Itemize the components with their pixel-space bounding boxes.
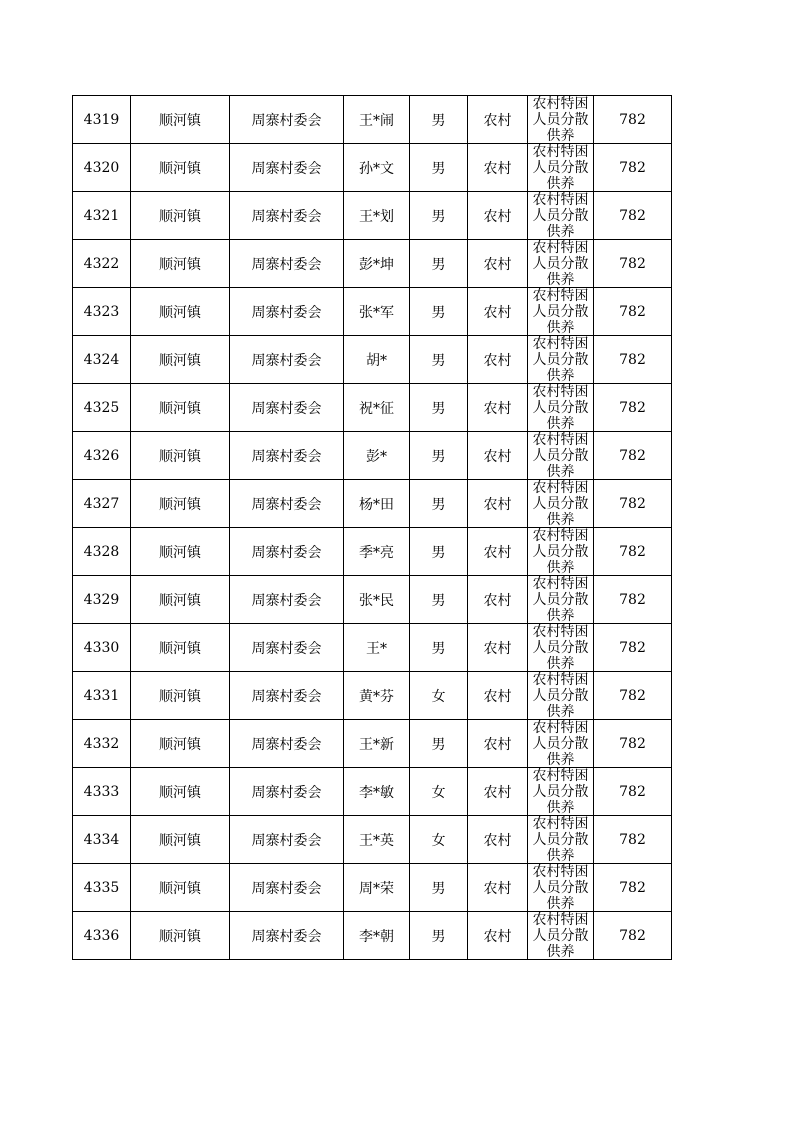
table-row [73, 432, 672, 480]
cell-town: 顺河镇 [131, 816, 230, 864]
cell-gender: 男 [410, 240, 468, 288]
support-category-text: 农村特困人员分散供养 [532, 288, 589, 334]
cell-record-number: 4324 [73, 336, 131, 384]
support-category-text: 农村特困人员分散供养 [532, 624, 589, 670]
cell-support-category [528, 96, 594, 144]
cell-village-committee: 周寨村委会 [230, 672, 344, 720]
cell-person-name: 王* [344, 624, 410, 672]
cell-village-committee: 周寨村委会 [230, 288, 344, 336]
table-row [73, 720, 672, 768]
cell-gender: 男 [410, 336, 468, 384]
cell-record-number: 4336 [73, 912, 131, 960]
cell-support-category [528, 864, 594, 912]
cell-village-committee: 周寨村委会 [230, 384, 344, 432]
cell-gender: 女 [410, 768, 468, 816]
cell-record-number: 4333 [73, 768, 131, 816]
cell-area-type: 农村 [468, 192, 528, 240]
cell-area-type: 农村 [468, 576, 528, 624]
cell-amount: 782 [594, 672, 672, 720]
cell-village-committee: 周寨村委会 [230, 912, 344, 960]
cell-amount: 782 [594, 576, 672, 624]
cell-amount: 782 [594, 912, 672, 960]
cell-town: 顺河镇 [131, 576, 230, 624]
table-row [73, 816, 672, 864]
cell-area-type: 农村 [468, 384, 528, 432]
support-category-text: 农村特困人员分散供养 [532, 336, 589, 382]
cell-record-number: 4330 [73, 624, 131, 672]
cell-record-number: 4325 [73, 384, 131, 432]
cell-gender: 男 [410, 480, 468, 528]
cell-village-committee: 周寨村委会 [230, 192, 344, 240]
cell-support-category [528, 576, 594, 624]
cell-support-category [528, 192, 594, 240]
cell-amount: 782 [594, 528, 672, 576]
cell-person-name: 祝*征 [344, 384, 410, 432]
cell-support-category [528, 144, 594, 192]
cell-amount: 782 [594, 240, 672, 288]
cell-person-name: 张*民 [344, 576, 410, 624]
beneficiary-table [72, 95, 672, 960]
cell-person-name: 胡* [344, 336, 410, 384]
cell-area-type: 农村 [468, 864, 528, 912]
cell-person-name: 王*划 [344, 192, 410, 240]
cell-person-name: 彭*坤 [344, 240, 410, 288]
cell-gender: 男 [410, 192, 468, 240]
cell-area-type: 农村 [468, 144, 528, 192]
table-row [73, 624, 672, 672]
cell-amount: 782 [594, 288, 672, 336]
cell-record-number: 4326 [73, 432, 131, 480]
cell-record-number: 4335 [73, 864, 131, 912]
cell-record-number: 4328 [73, 528, 131, 576]
support-category-text: 农村特困人员分散供养 [532, 528, 589, 574]
cell-town: 顺河镇 [131, 768, 230, 816]
cell-support-category [528, 816, 594, 864]
cell-record-number: 4327 [73, 480, 131, 528]
cell-support-category [528, 288, 594, 336]
table-row [73, 672, 672, 720]
cell-gender: 男 [410, 720, 468, 768]
cell-support-category [528, 672, 594, 720]
cell-village-committee: 周寨村委会 [230, 768, 344, 816]
cell-support-category [528, 432, 594, 480]
cell-area-type: 农村 [468, 480, 528, 528]
support-category-text: 农村特困人员分散供养 [532, 480, 589, 526]
cell-person-name: 李*敏 [344, 768, 410, 816]
support-category-text: 农村特困人员分散供养 [532, 672, 589, 718]
cell-amount: 782 [594, 624, 672, 672]
cell-area-type: 农村 [468, 288, 528, 336]
cell-gender: 男 [410, 576, 468, 624]
table-body [73, 96, 672, 960]
cell-amount: 782 [594, 720, 672, 768]
cell-gender: 男 [410, 432, 468, 480]
cell-town: 顺河镇 [131, 864, 230, 912]
cell-support-category [528, 912, 594, 960]
support-category-text: 农村特困人员分散供养 [532, 768, 589, 814]
cell-village-committee: 周寨村委会 [230, 96, 344, 144]
cell-support-category [528, 528, 594, 576]
cell-person-name: 彭* [344, 432, 410, 480]
table-row [73, 768, 672, 816]
support-category-text: 农村特困人员分散供养 [532, 144, 589, 190]
cell-village-committee: 周寨村委会 [230, 816, 344, 864]
cell-village-committee: 周寨村委会 [230, 624, 344, 672]
cell-town: 顺河镇 [131, 432, 230, 480]
support-category-text: 农村特困人员分散供养 [532, 912, 589, 958]
cell-person-name: 季*亮 [344, 528, 410, 576]
cell-village-committee: 周寨村委会 [230, 336, 344, 384]
cell-area-type: 农村 [468, 432, 528, 480]
cell-area-type: 农村 [468, 96, 528, 144]
cell-person-name: 王*英 [344, 816, 410, 864]
support-category-text: 农村特困人员分散供养 [532, 432, 589, 478]
cell-gender: 男 [410, 144, 468, 192]
support-category-text: 农村特困人员分散供养 [532, 576, 589, 622]
cell-amount: 782 [594, 336, 672, 384]
table-row [73, 144, 672, 192]
cell-town: 顺河镇 [131, 288, 230, 336]
cell-person-name: 王*新 [344, 720, 410, 768]
table-row [73, 288, 672, 336]
cell-record-number: 4321 [73, 192, 131, 240]
table-row [73, 528, 672, 576]
cell-record-number: 4322 [73, 240, 131, 288]
cell-village-committee: 周寨村委会 [230, 240, 344, 288]
cell-area-type: 农村 [468, 672, 528, 720]
cell-town: 顺河镇 [131, 672, 230, 720]
cell-amount: 782 [594, 192, 672, 240]
support-category-text: 农村特困人员分散供养 [532, 384, 589, 430]
cell-area-type: 农村 [468, 816, 528, 864]
cell-person-name: 李*朝 [344, 912, 410, 960]
cell-area-type: 农村 [468, 624, 528, 672]
table-row [73, 192, 672, 240]
cell-town: 顺河镇 [131, 144, 230, 192]
support-category-text: 农村特困人员分散供养 [532, 864, 589, 910]
cell-village-committee: 周寨村委会 [230, 480, 344, 528]
cell-record-number: 4323 [73, 288, 131, 336]
cell-gender: 男 [410, 96, 468, 144]
table-row [73, 864, 672, 912]
cell-area-type: 农村 [468, 336, 528, 384]
cell-record-number: 4320 [73, 144, 131, 192]
cell-area-type: 农村 [468, 720, 528, 768]
table-row [73, 240, 672, 288]
table-row [73, 912, 672, 960]
cell-amount: 782 [594, 144, 672, 192]
cell-amount: 782 [594, 432, 672, 480]
cell-amount: 782 [594, 96, 672, 144]
cell-town: 顺河镇 [131, 480, 230, 528]
cell-area-type: 农村 [468, 528, 528, 576]
cell-record-number: 4329 [73, 576, 131, 624]
cell-amount: 782 [594, 384, 672, 432]
cell-town: 顺河镇 [131, 96, 230, 144]
cell-amount: 782 [594, 480, 672, 528]
cell-area-type: 农村 [468, 768, 528, 816]
cell-gender: 女 [410, 816, 468, 864]
support-category-text: 农村特困人员分散供养 [532, 720, 589, 766]
cell-village-committee: 周寨村委会 [230, 144, 344, 192]
cell-person-name: 孙*文 [344, 144, 410, 192]
cell-town: 顺河镇 [131, 336, 230, 384]
cell-support-category [528, 384, 594, 432]
cell-town: 顺河镇 [131, 240, 230, 288]
cell-gender: 男 [410, 912, 468, 960]
cell-town: 顺河镇 [131, 624, 230, 672]
cell-town: 顺河镇 [131, 192, 230, 240]
support-category-text: 农村特困人员分散供养 [532, 240, 589, 286]
cell-person-name: 杨*田 [344, 480, 410, 528]
table-row [73, 336, 672, 384]
cell-town: 顺河镇 [131, 912, 230, 960]
cell-area-type: 农村 [468, 912, 528, 960]
cell-gender: 男 [410, 288, 468, 336]
table-row [73, 576, 672, 624]
cell-person-name: 周*荣 [344, 864, 410, 912]
cell-amount: 782 [594, 768, 672, 816]
cell-record-number: 4334 [73, 816, 131, 864]
cell-gender: 男 [410, 864, 468, 912]
cell-gender: 男 [410, 624, 468, 672]
cell-village-committee: 周寨村委会 [230, 576, 344, 624]
table-row [73, 480, 672, 528]
cell-support-category [528, 480, 594, 528]
cell-village-committee: 周寨村委会 [230, 528, 344, 576]
cell-area-type: 农村 [468, 240, 528, 288]
cell-gender: 男 [410, 528, 468, 576]
cell-person-name: 黄*芬 [344, 672, 410, 720]
cell-person-name: 张*军 [344, 288, 410, 336]
cell-record-number: 4332 [73, 720, 131, 768]
cell-town: 顺河镇 [131, 384, 230, 432]
cell-gender: 女 [410, 672, 468, 720]
cell-person-name: 王*闹 [344, 96, 410, 144]
cell-town: 顺河镇 [131, 720, 230, 768]
cell-support-category [528, 768, 594, 816]
cell-support-category [528, 720, 594, 768]
cell-record-number: 4319 [73, 96, 131, 144]
support-category-text: 农村特困人员分散供养 [532, 816, 589, 862]
cell-village-committee: 周寨村委会 [230, 432, 344, 480]
cell-amount: 782 [594, 864, 672, 912]
cell-town: 顺河镇 [131, 528, 230, 576]
cell-support-category [528, 624, 594, 672]
cell-record-number: 4331 [73, 672, 131, 720]
cell-amount: 782 [594, 816, 672, 864]
table-row [73, 96, 672, 144]
cell-village-committee: 周寨村委会 [230, 864, 344, 912]
support-category-text: 农村特困人员分散供养 [532, 96, 589, 142]
support-category-text: 农村特困人员分散供养 [532, 192, 589, 238]
cell-support-category [528, 240, 594, 288]
cell-gender: 男 [410, 384, 468, 432]
cell-support-category [528, 336, 594, 384]
table-row [73, 384, 672, 432]
cell-village-committee: 周寨村委会 [230, 720, 344, 768]
